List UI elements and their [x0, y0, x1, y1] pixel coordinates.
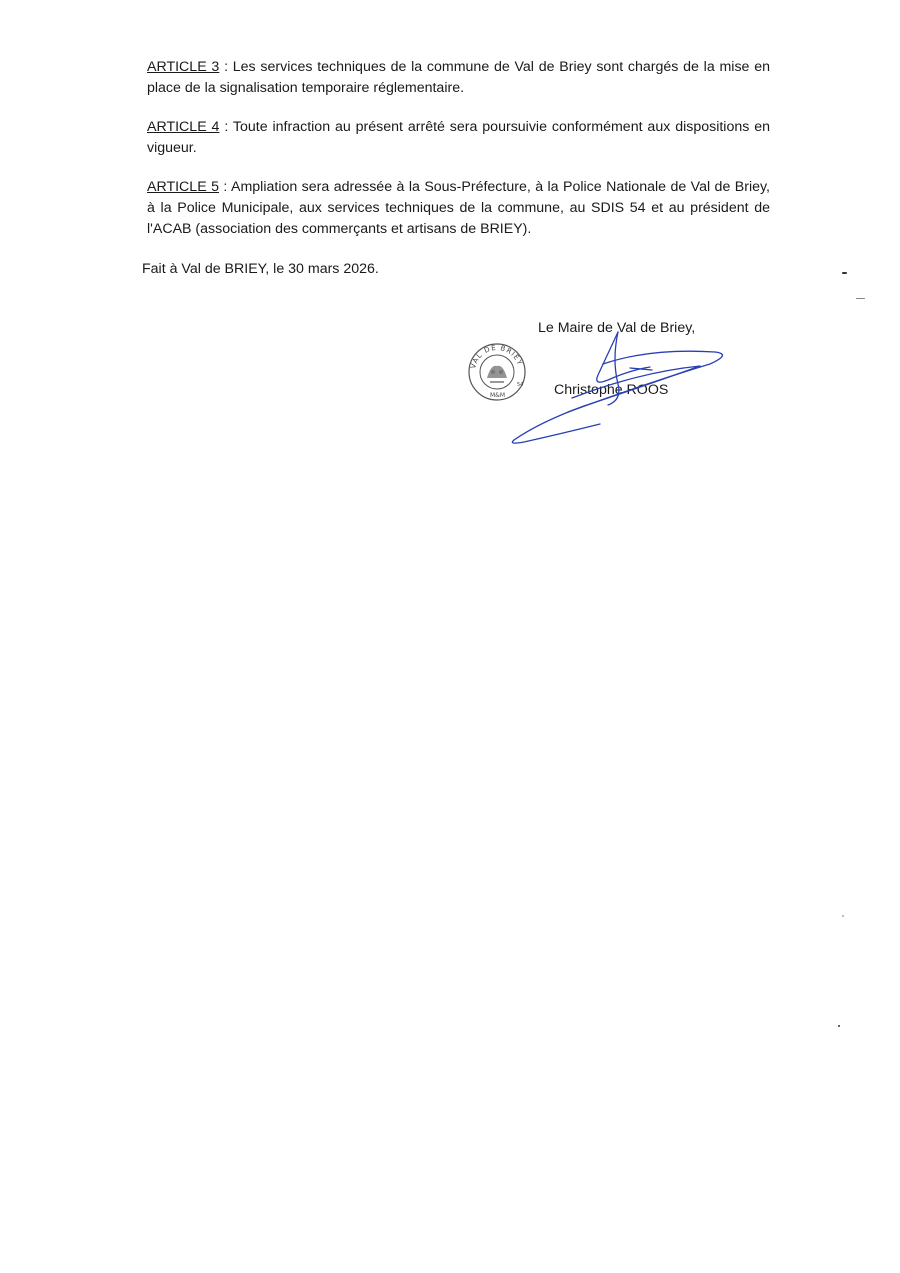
signatory-name: Christophe ROOS — [554, 382, 669, 398]
svg-text:M&M: M&M — [490, 392, 506, 399]
article-5 — [147, 177, 770, 240]
svg-text:54: 54 — [517, 382, 524, 388]
article-4-label: ARTICLE 4 — [147, 119, 220, 135]
scan-speck — [856, 298, 865, 299]
scan-speck — [838, 1025, 840, 1027]
article-4-text: : Toute infraction au présent arrêté sera poursuivie conformément aux dispositions en vigueur. — [147, 119, 770, 156]
article-5-text: : Ampliation sera adressée à la Sous-Préfecture, à la Police Nationale de Val de Briey, à la Police Municipale, aux services techniques de la commune, au SDIS 54 et au président de l'ACAB (association des commerçants et artisans de BRIEY). — [147, 179, 770, 237]
article-3-text: : Les services techniques de la commune de Val de Briey sont chargés de la mise en place de la signalisation temporaire réglementaire. — [147, 59, 770, 96]
closing-place-date: Fait à Val de BRIEY, le 30 mars 2026. — [142, 261, 379, 277]
svg-text:VAL DE BRIEY: VAL DE BRIEY — [469, 343, 524, 370]
scan-speck — [842, 272, 847, 274]
signatory-title: Le Maire de Val de Briey, — [538, 320, 696, 336]
article-3 — [147, 57, 770, 99]
scan-speck — [842, 915, 844, 917]
article-3-label: ARTICLE 3 — [147, 59, 220, 75]
article-4 — [147, 117, 770, 159]
article-5-label: ARTICLE 5 — [147, 179, 219, 195]
handwritten-signature-icon — [500, 320, 770, 450]
signature-block — [460, 310, 760, 450]
